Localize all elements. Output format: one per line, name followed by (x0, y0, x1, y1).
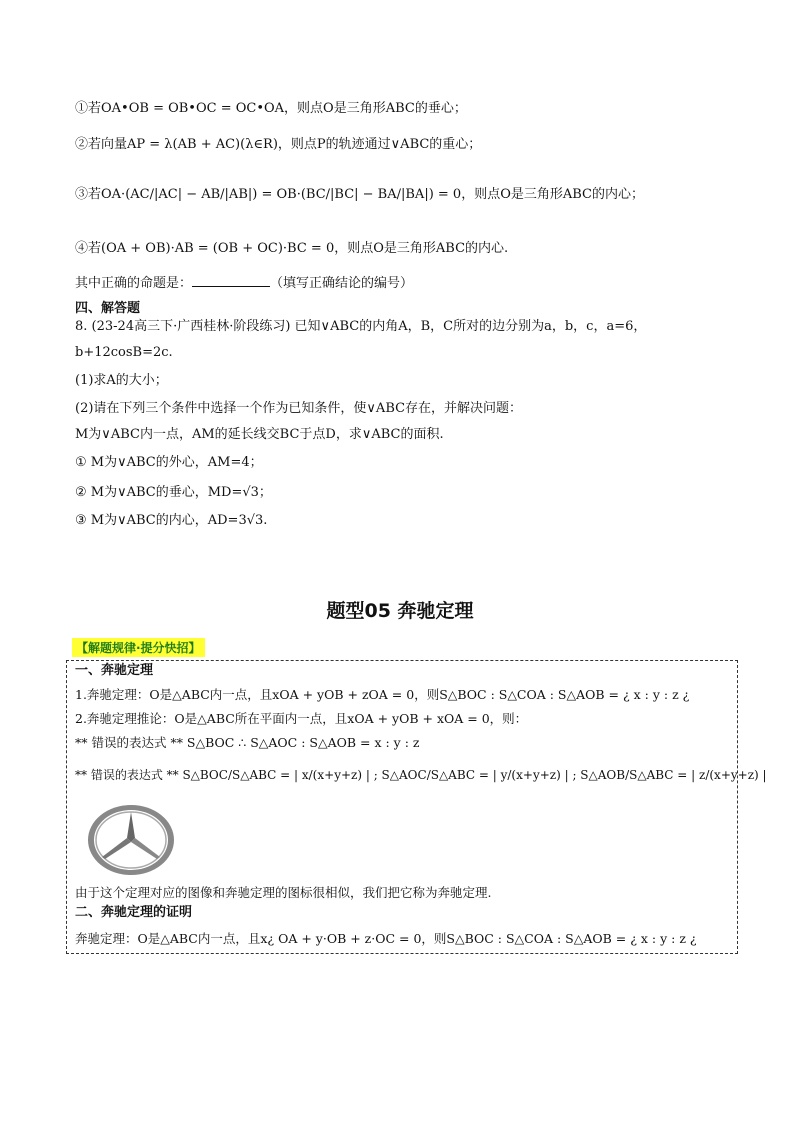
box-heading-2: 二、奔驰定理的证明 (75, 905, 193, 920)
proposition-3: ③若OA·(AC/|AC| − AB/|AB|) = OB·(BC/|BC| − BA/|BA|) = 0，则点O是三角形ABC的内心； (75, 187, 644, 202)
mercedes-logo-icon (84, 802, 178, 878)
fill-blank-line: 其中正确的命题是： （填写正确结论的编号） (75, 276, 414, 291)
tips-tag: 【解题规律·提分快招】 (72, 638, 205, 657)
answer-blank[interactable] (192, 274, 270, 287)
section-4-heading: 四、解答题 (75, 301, 141, 316)
proposition-4: ④若(OA + OB)·AB = (OB + OC)·BC = 0，则点O是三角形ABC的内心. (75, 241, 509, 256)
prop-2-text: 若向量AP = λ(AB + AC)(λ∈R)，则点P的轨迹通过∨ABC的重心； (88, 137, 482, 152)
q8-stem-2: b+12cosB=2c. (75, 345, 173, 360)
box-heading-1: 一、奔驰定理 (75, 663, 154, 678)
box-line-5: 由于这个定理对应的图像和奔驰定理的图标很相似，我们把它称为奔驰定理. (75, 885, 492, 900)
box-line-2: 2.奔驰定理推论：O是△ABC所在平面内一点，且xOA + yOB + xOA = 0，则： (75, 711, 528, 726)
q8-condition-2: ② M为∨ABC的垂心，MD=√3； (75, 485, 272, 500)
proposition-2: ②若向量AP = λ(AB + AC)(λ∈R)，则点P的轨迹通过∨ABC的重心； (75, 137, 482, 152)
q8-part-2: (2)请在下列三个条件中选择一个作为已知条件，使∨ABC存在，并解决问题： (75, 401, 523, 416)
box-line-6: 奔驰定理：O是△ABC内一点，且x¿ OA + y·OB + z·OC = 0，则S△BOC : S△COA : S△AOB = ¿ x : y : z ¿ (75, 931, 697, 946)
section-title: 题型05 奔驰定理 (326, 600, 474, 622)
q8-part-1: (1)求A的大小； (75, 373, 168, 388)
q8-condition-3: ③ M为∨ABC的内心，AD=3√3. (75, 513, 268, 528)
q8-stem-1: 8. (23-24高三下·广西桂林·阶段练习) 已知∨ABC的内角A，B，C所对的边分别为a，b，c，a=6， (75, 319, 647, 334)
prop-3-text: 若OA·(AC/|AC| − AB/|AB|) = OB·(BC/|BC| − BA/|BA|) = 0，则点O是三角形ABC的内心； (88, 187, 644, 202)
q8-condition-1: ① M为∨ABC的外心，AM=4； (75, 455, 263, 470)
prop-4-text: 若(OA + OB)·AB = (OB + OC)·BC = 0，则点O是三角形ABC的内心. (88, 241, 509, 256)
box-line-4: ** 错误的表达式 ** S△BOC/S△ABC = | x/(x+y+z) | ; S△AOC/S△ABC = | y/(x+y+z) | ; S△AOB/S△ABC = | z/(x+y+z) | (75, 768, 767, 782)
q8-part-3: M为∨ABC内一点，AM的延长线交BC于点D，求∨ABC的面积. (75, 427, 444, 442)
prop-1-text: ① (75, 101, 89, 116)
box-line-3: ** 错误的表达式 ** S△BOC ∴ S△AOC : S△AOB = x : y : z (75, 735, 420, 750)
box-line-1: 1.奔驰定理：O是△ABC内一点，且xOA + yOB + zOA = 0，则S△BOC : S△COA : S△AOB = ¿ x : y : z ¿ (75, 687, 690, 702)
proposition-1: ①若OA•OB = OB•OC = OC•OA，则点O是三角形ABC的垂心； (75, 101, 467, 116)
